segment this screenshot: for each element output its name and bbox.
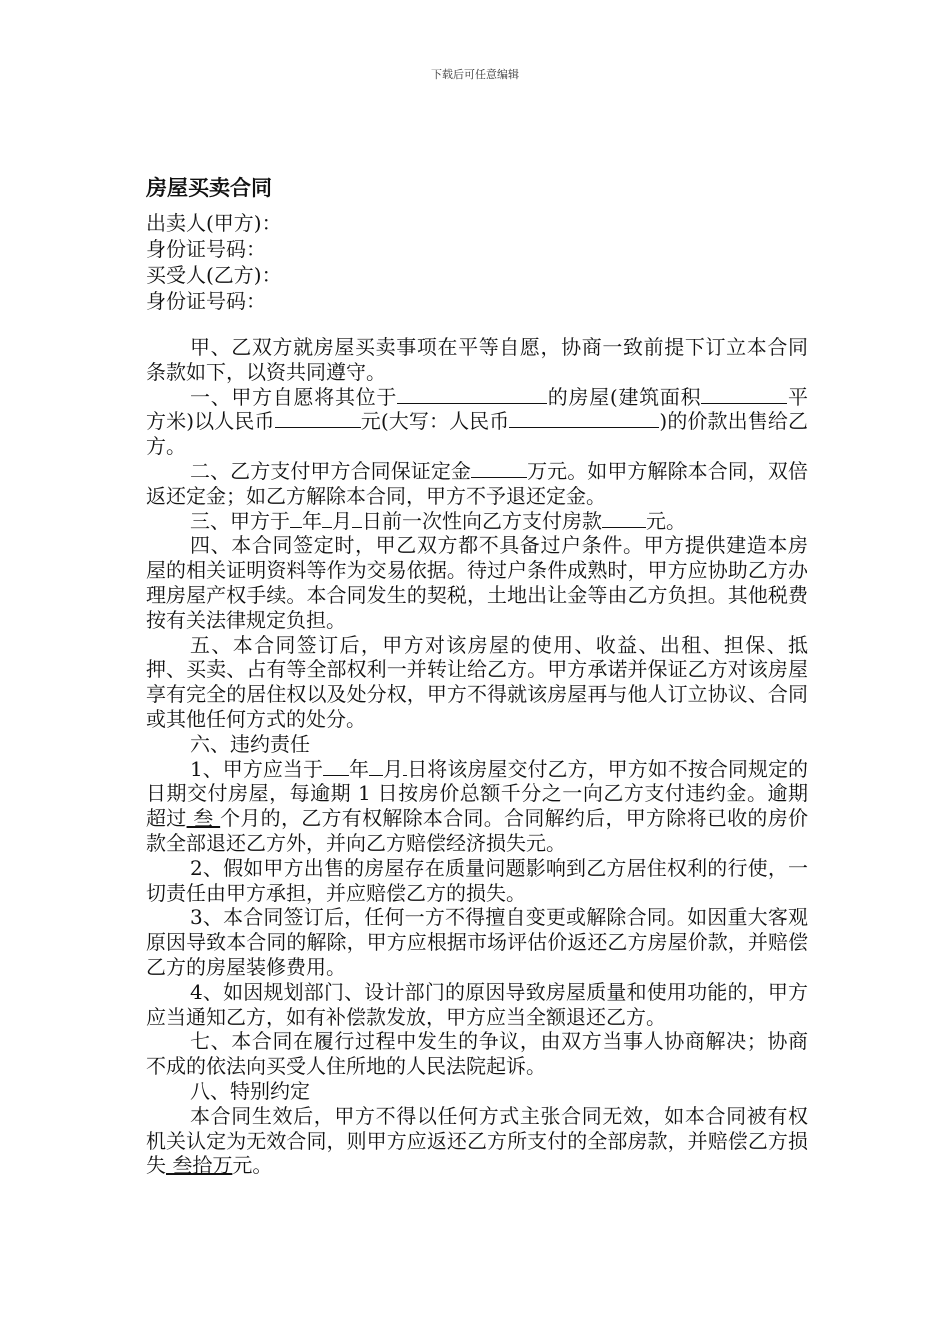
month-blank[interactable] (322, 509, 332, 528)
clause-8-heading: 八、特别约定 (190, 1078, 310, 1103)
price-blank[interactable] (275, 409, 361, 428)
seller-id-line: 身份证号码： (146, 237, 266, 261)
clause-5: 五、本合同签订后，甲方对该房屋的使用、收益、出租、担保、抵押、买卖、占有等全部权利一并转让给乙方。甲方承诺并保证乙方对该房屋享有完全的居住权以及处分权，甲方不得就该房屋再与他人订立协议、合同或其他任何方式的处分。 (146, 632, 808, 731)
clause-6-1-text-d: 日将该房屋交付乙方，甲方如不按合同规定的日期交付房屋，每逾期 1 日按房价总额千分之一向乙方支付违约金。逾期超过 (146, 756, 809, 831)
clause-6-1 (146, 757, 808, 856)
year-blank[interactable] (290, 509, 302, 528)
delivery-month-blank[interactable] (369, 757, 383, 776)
clause-6-2: 2、假如甲方出售的房屋存在质量问题影响到乙方居住权利的行使，一切责任由甲方承担，并应赔偿乙方的损失。 (146, 855, 808, 905)
clause-1-text-a: 一、甲方自愿将其位于 (190, 384, 398, 409)
payment-blank[interactable] (602, 509, 646, 528)
clause-8 (146, 1104, 808, 1178)
price-words-blank[interactable] (509, 409, 659, 428)
compensation-value: 叁拾万 (166, 1153, 233, 1178)
clause-1-text-d: 元(大写：人民币 (360, 409, 510, 434)
buyer-line: 买受人(乙方)： (146, 263, 282, 287)
clause-3 (146, 509, 808, 534)
clause-6-4: 4、如因规划部门、设计部门的原因导致房屋质量和使用功能的，甲方应当通知乙方，如有补偿款发放，甲方应当全额退还乙方。 (146, 979, 808, 1029)
clause-8-text-a: 本合同生效后，甲方不得以任何方式主张合同无效，如本合同被有权机关认定为无效合同，则甲方应返还乙方所支付的全部房款，并赔偿乙方损失 (146, 1103, 808, 1178)
clause-1-text-e: )的价款出售给乙方。 (146, 409, 808, 459)
location-blank[interactable] (397, 385, 547, 404)
clause-3-text-e: 元。 (646, 508, 686, 533)
clause-6-heading: 六、违约责任 (190, 731, 310, 756)
clause-6-1-text-c: 月 (383, 756, 404, 781)
clause-3-text-a: 三、甲方于 (190, 508, 290, 533)
clause-6-1-text-b: 年 (349, 756, 370, 781)
clause-8-text-c: 元。 (232, 1153, 273, 1178)
clause-1 (146, 385, 808, 459)
seller-line: 出卖人(甲方)： (146, 211, 282, 235)
clause-3-text-d: 日前一次性向乙方支付房款 (362, 508, 602, 533)
parties-block (146, 210, 826, 314)
buyer-id-line: 身份证号码： (146, 289, 266, 313)
clause-1-text-b: 的房屋(建筑面积 (547, 384, 702, 409)
deposit-blank[interactable] (471, 459, 527, 478)
contract-title: 房屋买卖合同 (146, 176, 272, 200)
clause-2 (146, 459, 808, 509)
clause-2-text-b: 万元。如甲方解除本合同，双倍返还定金；如乙方解除本合同，甲方不予退还定金。 (146, 458, 808, 508)
delivery-year-blank[interactable] (323, 757, 349, 776)
clause-6-1-text-f: 个月的，乙方有权解除本合同。合同解约后，甲方除将已收的房价款全部退还乙方外，并向乙方赔偿经济损失元。 (146, 806, 808, 855)
intro-paragraph: 甲、乙双方就房屋买卖事项在平等自愿，协商一致前提下订立本合同条款如下，以资共同遵守。 (146, 335, 808, 384)
clause-6-3: 3、本合同签订后，任何一方不得擅自变更或解除合同。如因重大客观原因导致本合同的解除，甲方应根据市场评估价返还乙方房屋价款，并赔偿乙方的房屋装修费用。 (146, 905, 808, 979)
clause-2-text-a: 二、乙方支付甲方合同保证定金 (190, 458, 471, 483)
clause-7: 七、本合同在履行过程中发生的争议，由双方当事人协商解决；协商不成的依法向买受人住所地的人民法院起诉。 (146, 1029, 808, 1079)
clause-3-text-b: 年 (302, 508, 322, 533)
clause-4: 四、本合同签定时，甲乙双方都不具备过户条件。甲方提供建造本房屋的相关证明资料等作为交易依据。待过户条件成熟时，甲方应协助乙方办理房屋产权手续。本合同发生的契税，土地出让金等由乙方负担。其他税费按有关法律规定负担。 (146, 533, 808, 632)
day-blank[interactable] (352, 509, 362, 528)
contract-body (146, 335, 808, 1178)
area-blank-b[interactable] (773, 385, 787, 404)
header-note: 下载后可任意编辑 (431, 68, 519, 81)
clause-3-text-c: 月 (332, 508, 352, 533)
clause-6-1-text-a: 1、甲方应当于 (190, 756, 324, 781)
clause-1-text-c: 平方米)以人民币 (146, 384, 808, 434)
area-blank-a[interactable] (701, 385, 773, 404)
overdue-months-value: 叁 (186, 806, 221, 831)
